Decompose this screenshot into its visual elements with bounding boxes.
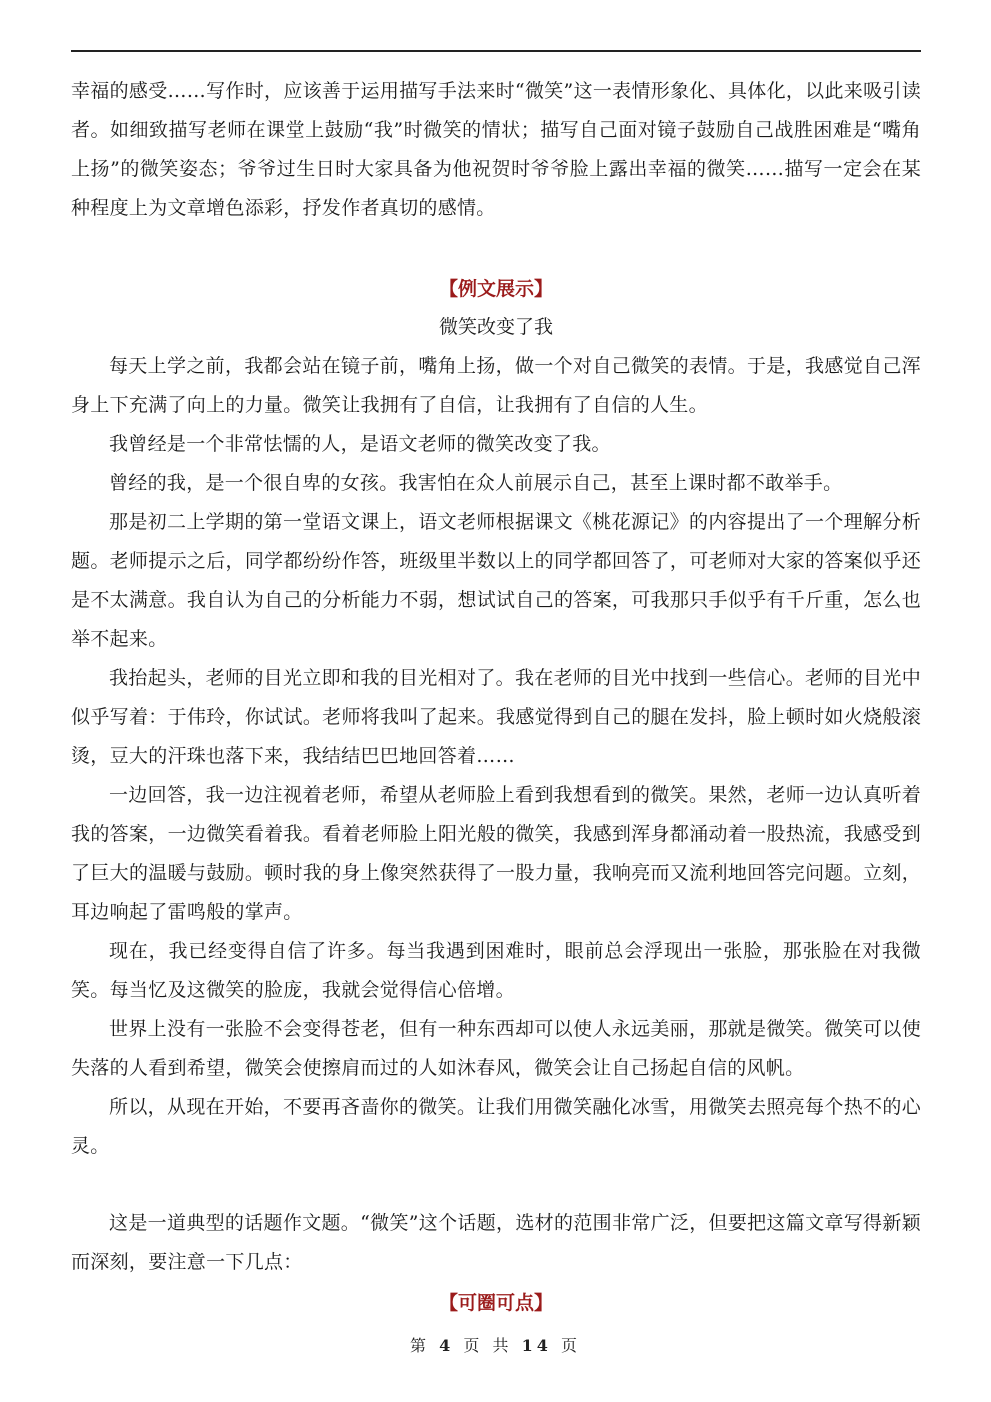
total-pages-number: 14 xyxy=(521,1336,552,1355)
page-footer xyxy=(0,1333,991,1356)
essay-paragraph-6: 一边回答，我一边注视着老师，希望从老师脸上看到我想看到的微笑。果然，老师一边认真听着我的答案，一边微笑看着我。看着老师脸上阳光般的微笑，我感到浑身都涌动着一股热流，我感受到了巨大的温暖与鼓励。顿时我的身上像突然获得了一股力量，我响亮而又流利地回答完问题。立刻，耳边响起了雷鸣般的掌声。 xyxy=(71,784,921,923)
essay-paragraph-4: 那是初二上学期的第一堂语文课上，语文老师根据课文《桃花源记》的内容提出了一个理解分析题。老师提示之后，同学都纷纷作答，班级里半数以上的同学都回答了，可老师对大家的答案似乎还是不太满意。我自认为自己的分析能力不弱，想试试自己的答案，可我那只手似乎有千斤重，怎么也举不起来。 xyxy=(71,511,921,650)
essay-paragraph-1: 每天上学之前，我都会站在镜子前，嘴角上扬，做一个对自己微笑的表情。于是，我感觉自己浑身上下充满了向上的力量。微笑让我拥有了自信，让我拥有了自信的人生。 xyxy=(71,355,921,416)
key-points-section-heading: 【可圈可点】 xyxy=(438,1292,553,1314)
header-rule xyxy=(71,50,921,52)
essay-paragraph-8: 世界上没有一张脸不会变得苍老，但有一种东西却可以使人永远美丽，那就是微笑。微笑可以使失落的人看到希望，微笑会使擦肩而过的人如沐春风，微笑会让自己扬起自信的风帆。 xyxy=(71,1018,921,1079)
essay-paragraph-5: 我抬起头，老师的目光立即和我的目光相对了。我在老师的目光中找到一些信心。老师的目光中似乎写着：于伟玲，你试试。老师将我叫了起来。我感觉得到自己的腿在发抖，脸上顿时如火烧般滚烫，豆大的汗珠也落下来，我结结巴巴地回答着…… xyxy=(71,667,921,767)
intro-paragraph: 幸福的感受……写作时，应该善于运用描写手法来时“微笑”这一表情形象化、具体化，以此来吸引读者。如细致描写老师在课堂上鼓励“我”时微笑的情状；描写自己面对镜子鼓励自己战胜困难是“嘴角上扬”的微笑姿态；爷爷过生日时大家具备为他祝贺时爷爷脸上露出幸福的微笑……描写一定会在某种程度上为文章增色添彩，抒发作者真切的感情。 xyxy=(71,80,921,219)
essay-paragraph-3: 曾经的我，是一个很自卑的女孩。我害怕在众人前展示自己，甚至上课时都不敢举手。 xyxy=(109,472,843,494)
essay-paragraph-2: 我曾经是一个非常怯懦的人，是语文老师的微笑改变了我。 xyxy=(109,433,611,455)
essay-paragraph-7: 现在，我已经变得自信了许多。每当我遇到困难时，眼前总会浮现出一张脸，那张脸在对我微笑。每当忆及这微笑的脸庞，我就会觉得信心倍增。 xyxy=(71,940,921,1001)
current-page-number: 4 xyxy=(439,1336,455,1355)
footer-suffix: 页 xyxy=(560,1336,581,1355)
footer-middle: 页 共 xyxy=(463,1336,513,1355)
essay-paragraph-9: 所以，从现在开始，不要再吝啬你的微笑。让我们用微笑融化冰雪，用微笑去照亮每个热不的心灵。 xyxy=(71,1096,921,1157)
document-page xyxy=(71,72,921,1318)
example-section-heading: 【例文展示】 xyxy=(438,278,553,300)
analysis-paragraph: 这是一道典型的话题作文题。“微笑”这个话题，选材的范围非常广泛，但要把这篇文章写得新颖而深刻，要注意一下几点： xyxy=(71,1212,921,1273)
essay-title: 微笑改变了我 xyxy=(438,316,553,338)
footer-prefix: 第 xyxy=(410,1336,431,1355)
